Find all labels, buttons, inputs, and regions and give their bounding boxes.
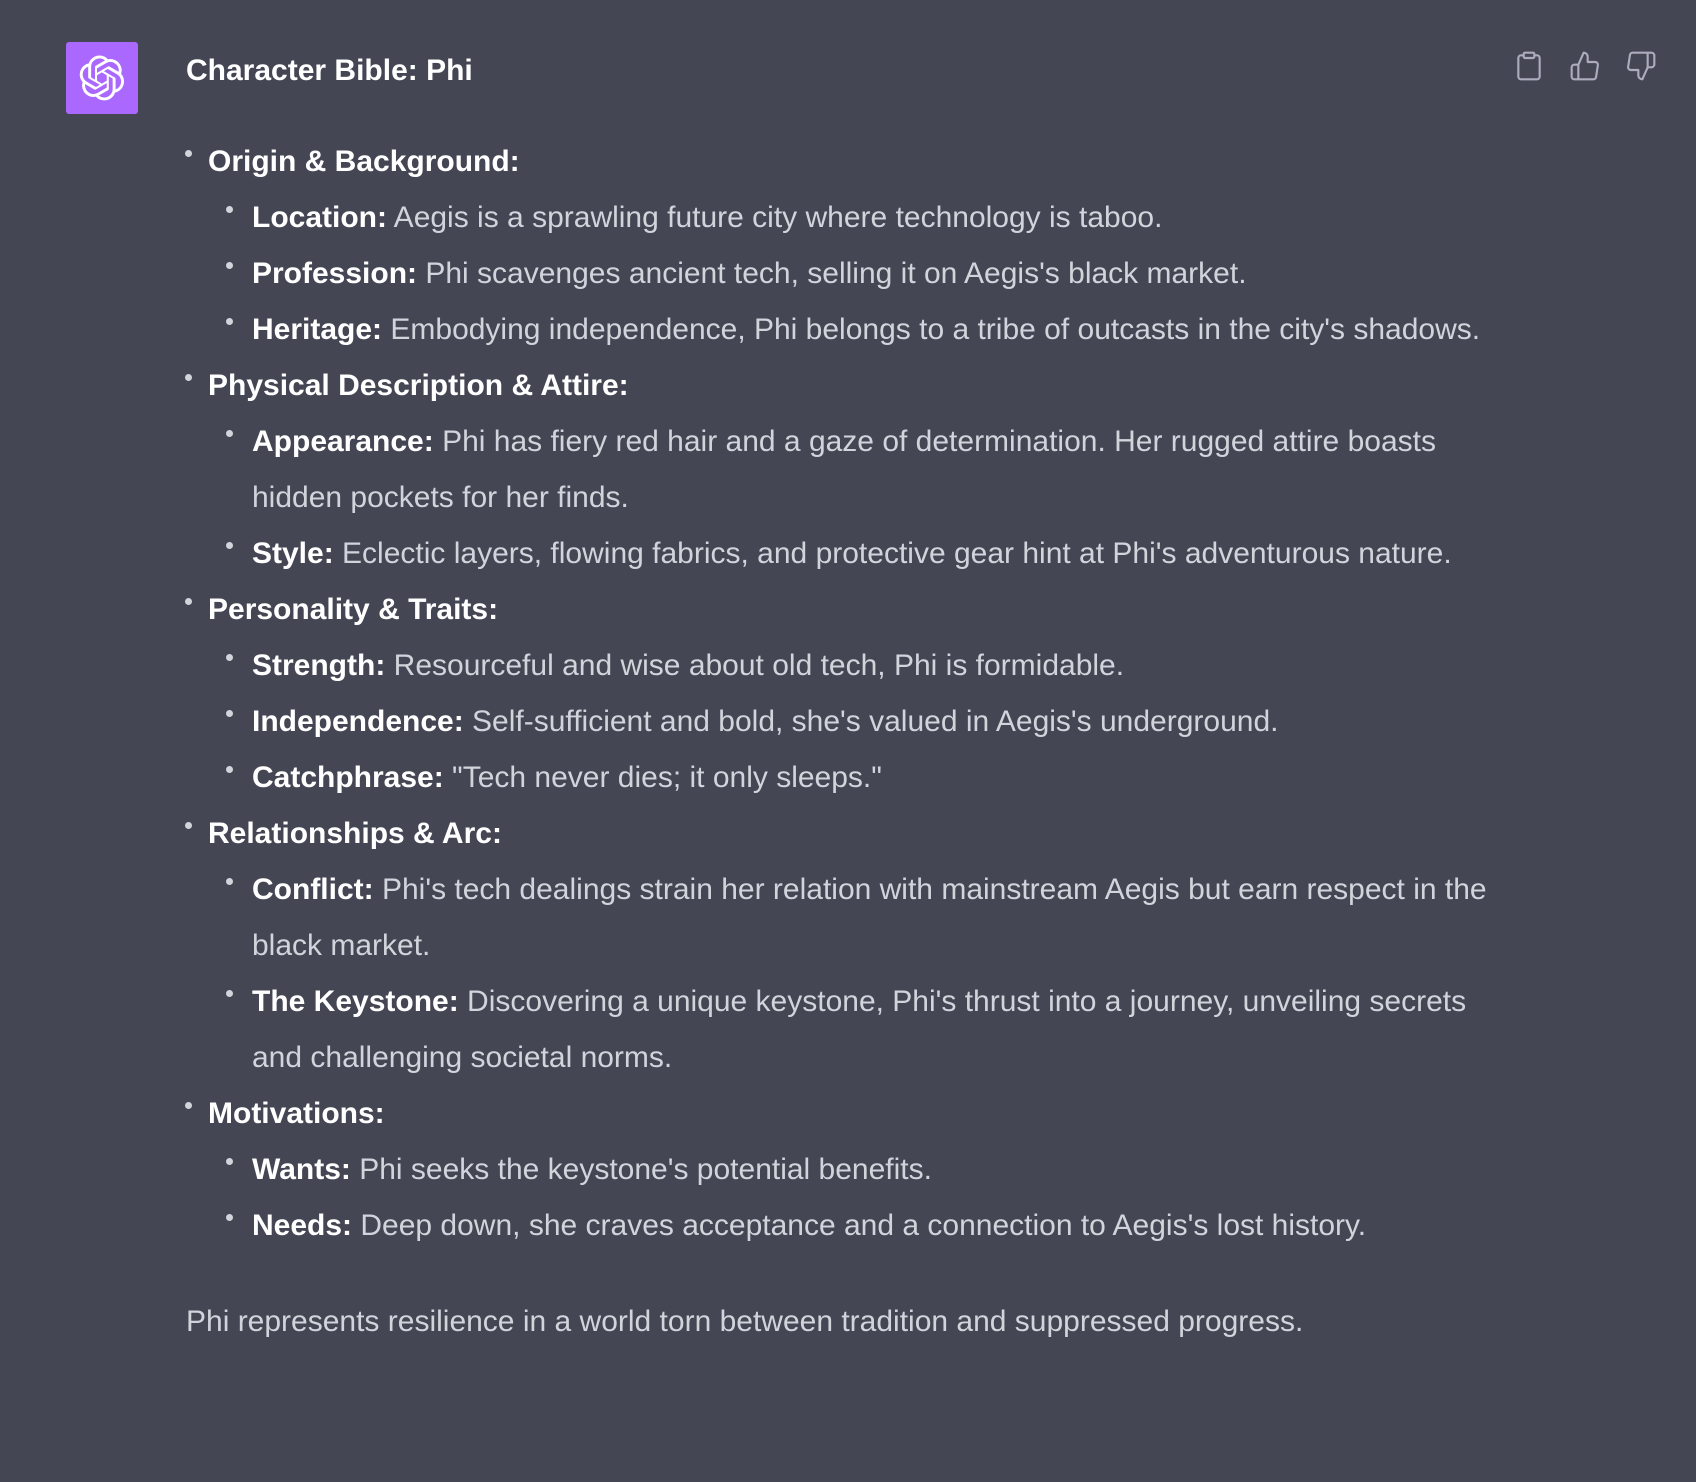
list-item (252, 526, 1506, 582)
section-item (198, 582, 1506, 806)
assistant-message (186, 44, 1506, 1350)
bullet-icon (226, 766, 233, 773)
bullet-icon (185, 374, 192, 381)
item-text: Aegis is a sprawling future city where technology is taboo. (387, 201, 1163, 234)
clipboard-icon (1513, 50, 1545, 82)
list-item (252, 694, 1506, 750)
list-item (252, 974, 1506, 1086)
item-label: Appearance: (252, 425, 434, 458)
item-label: Wants: (252, 1153, 351, 1186)
section-item (198, 1086, 1506, 1254)
item-label: Style: (252, 537, 334, 570)
bullet-icon (185, 1102, 192, 1109)
item-label: Strength: (252, 649, 386, 682)
openai-logo-icon (79, 55, 125, 101)
section-heading: Personality & Traits: (208, 593, 499, 626)
section-heading: Motivations: (208, 1097, 385, 1130)
item-text: "Tech never dies; it only sleeps." (443, 761, 882, 794)
item-text: Phi has fiery red hair and a gaze of determination. Her rugged attire boasts hidden pockets for her finds. (252, 425, 1436, 514)
message-title: Character Bible: Phi (186, 54, 473, 87)
item-label: Conflict: (252, 873, 374, 906)
item-text: Eclectic layers, flowing fabrics, and protective gear hint at Phi's adventurous nature. (333, 537, 1452, 570)
copy-button[interactable] (1512, 46, 1546, 86)
item-label: The Keystone: (252, 985, 459, 1018)
section-item-list (208, 862, 1506, 1086)
section-item (198, 806, 1506, 1086)
item-label: Catchphrase: (252, 761, 444, 794)
section-item-list (208, 190, 1506, 358)
section-list (186, 134, 1506, 1254)
bullet-icon (185, 150, 192, 157)
list-item (252, 750, 1506, 806)
bullet-icon (226, 1158, 233, 1165)
item-text: Self-sufficient and bold, she's valued in Aegis's underground. (463, 705, 1279, 738)
item-text: Phi's tech dealings strain her relation with mainstream Aegis but earn respect in the black market. (252, 873, 1487, 962)
item-text: Embodying independence, Phi belongs to a tribe of outcasts in the city's shadows. (382, 313, 1481, 346)
bullet-icon (226, 710, 233, 717)
section-item-list (208, 414, 1506, 582)
section-item-list (208, 638, 1506, 806)
item-label: Profession: (252, 257, 418, 290)
bullet-icon (226, 430, 233, 437)
thumbs-up-icon (1569, 50, 1601, 82)
list-item (252, 638, 1506, 694)
bullet-icon (226, 878, 233, 885)
list-item (252, 190, 1506, 246)
list-item (252, 246, 1506, 302)
bullet-icon (226, 990, 233, 997)
bullet-icon (226, 542, 233, 549)
section-heading: Relationships & Arc: (208, 817, 502, 850)
item-label: Independence: (252, 705, 464, 738)
thumbs-up-button[interactable] (1568, 46, 1602, 86)
bullet-icon (185, 822, 192, 829)
thumbs-down-icon (1625, 50, 1657, 82)
item-label: Heritage: (252, 313, 383, 346)
closing-paragraph: Phi represents resilience in a world torn between tradition and suppressed progress. (186, 1305, 1304, 1338)
assistant-avatar (66, 42, 138, 114)
bullet-icon (226, 318, 233, 325)
bullet-icon (185, 598, 192, 605)
section-heading: Origin & Background: (208, 145, 520, 178)
item-text: Phi seeks the keystone's potential benefits. (350, 1153, 932, 1186)
section-item-list (208, 1142, 1506, 1254)
bullet-icon (226, 654, 233, 661)
item-text: Deep down, she craves acceptance and a connection to Aegis's lost history. (352, 1209, 1367, 1242)
section-item (198, 358, 1506, 582)
bullet-icon (226, 206, 233, 213)
list-item (252, 302, 1506, 358)
thumbs-down-button[interactable] (1624, 46, 1658, 86)
item-label: Needs: (252, 1209, 353, 1242)
section-heading: Physical Description & Attire: (208, 369, 629, 402)
item-label: Location: (252, 201, 387, 234)
item-text: Phi scavenges ancient tech, selling it on Aegis's black market. (417, 257, 1247, 290)
item-text: Discovering a unique keystone, Phi's thrust into a journey, unveiling secrets and challenging societal norms. (252, 985, 1467, 1074)
list-item (252, 1198, 1506, 1254)
item-text: Resourceful and wise about old tech, Phi is formidable. (385, 649, 1125, 682)
list-item (252, 414, 1506, 526)
list-item (252, 1142, 1506, 1198)
bullet-icon (226, 1214, 233, 1221)
section-item (198, 134, 1506, 358)
message-actions (1512, 46, 1658, 86)
bullet-icon (226, 262, 233, 269)
list-item (252, 862, 1506, 974)
